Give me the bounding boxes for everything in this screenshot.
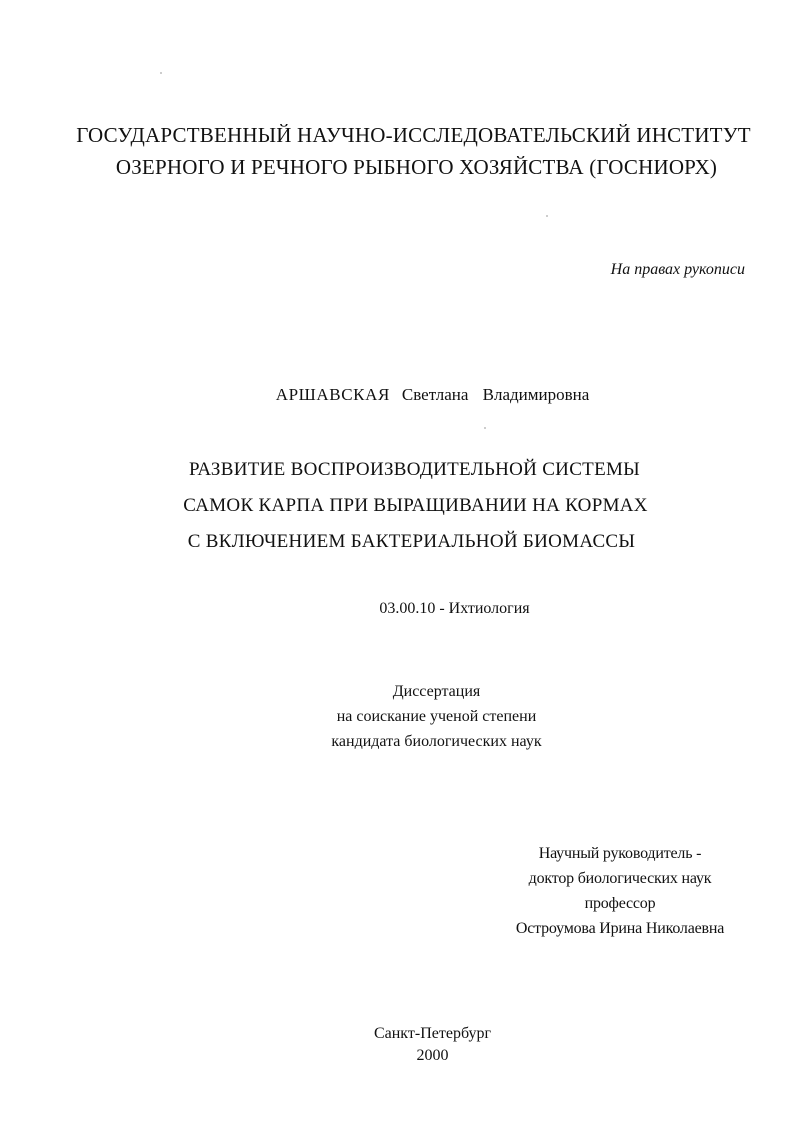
place-and-year xyxy=(0,1023,793,1067)
manuscript-rights-note: На правах рукописи xyxy=(610,261,745,278)
supervisor-line-1: Научный руководитель - xyxy=(538,845,702,862)
title-line-2: САМОК КАРПА ПРИ ВЫРАЩИВАНИИ НА КОРМАХ xyxy=(183,495,648,516)
title-line-3: С ВКЛЮЧЕНИЕМ БАКТЕРИАЛЬНОЙ БИОМАССЫ xyxy=(187,531,636,552)
scan-speck xyxy=(546,215,548,217)
supervisor-name: Остроумова Ирина Николаевна xyxy=(515,920,725,937)
supervisor-block xyxy=(490,841,750,941)
dissertation-title xyxy=(0,452,793,560)
city: Санкт-Петербург xyxy=(373,1025,492,1042)
year: 2000 xyxy=(416,1047,449,1064)
supervisor-line-3: профессор xyxy=(584,895,656,912)
title-line-1: РАЗВИТИЕ ВОСПРОИЗВОДИТЕЛЬНОЙ СИСТЕМЫ xyxy=(188,459,641,480)
supervisor-line-2: доктор биологических наук xyxy=(528,870,712,887)
degree-line-2: на соискание ученой степени xyxy=(336,708,537,725)
specialty-code: 03.00.10 - Ихтиология xyxy=(379,600,530,617)
institution-line-2: ОЗЕРНОГО И РЕЧНОГО РЫБНОГО ХОЗЯЙСТВА (ГОСНИОРХ) xyxy=(115,155,718,179)
scan-speck xyxy=(484,427,486,429)
degree-line-1: Диссертация xyxy=(392,683,481,700)
degree-line-3: кандидата биологических наук xyxy=(331,733,542,750)
author-given-names: Светлана Владимировна xyxy=(401,385,590,404)
author-surname: АРШАВСКАЯ xyxy=(275,385,390,404)
degree-statement xyxy=(0,679,793,754)
scan-speck xyxy=(160,72,162,74)
author-name xyxy=(0,383,793,407)
institution-header xyxy=(0,119,793,183)
institution-line-1: ГОСУДАРСТВЕННЫЙ НАУЧНО-ИССЛЕДОВАТЕЛЬСКИЙ ИНСТИТУТ xyxy=(76,123,751,147)
